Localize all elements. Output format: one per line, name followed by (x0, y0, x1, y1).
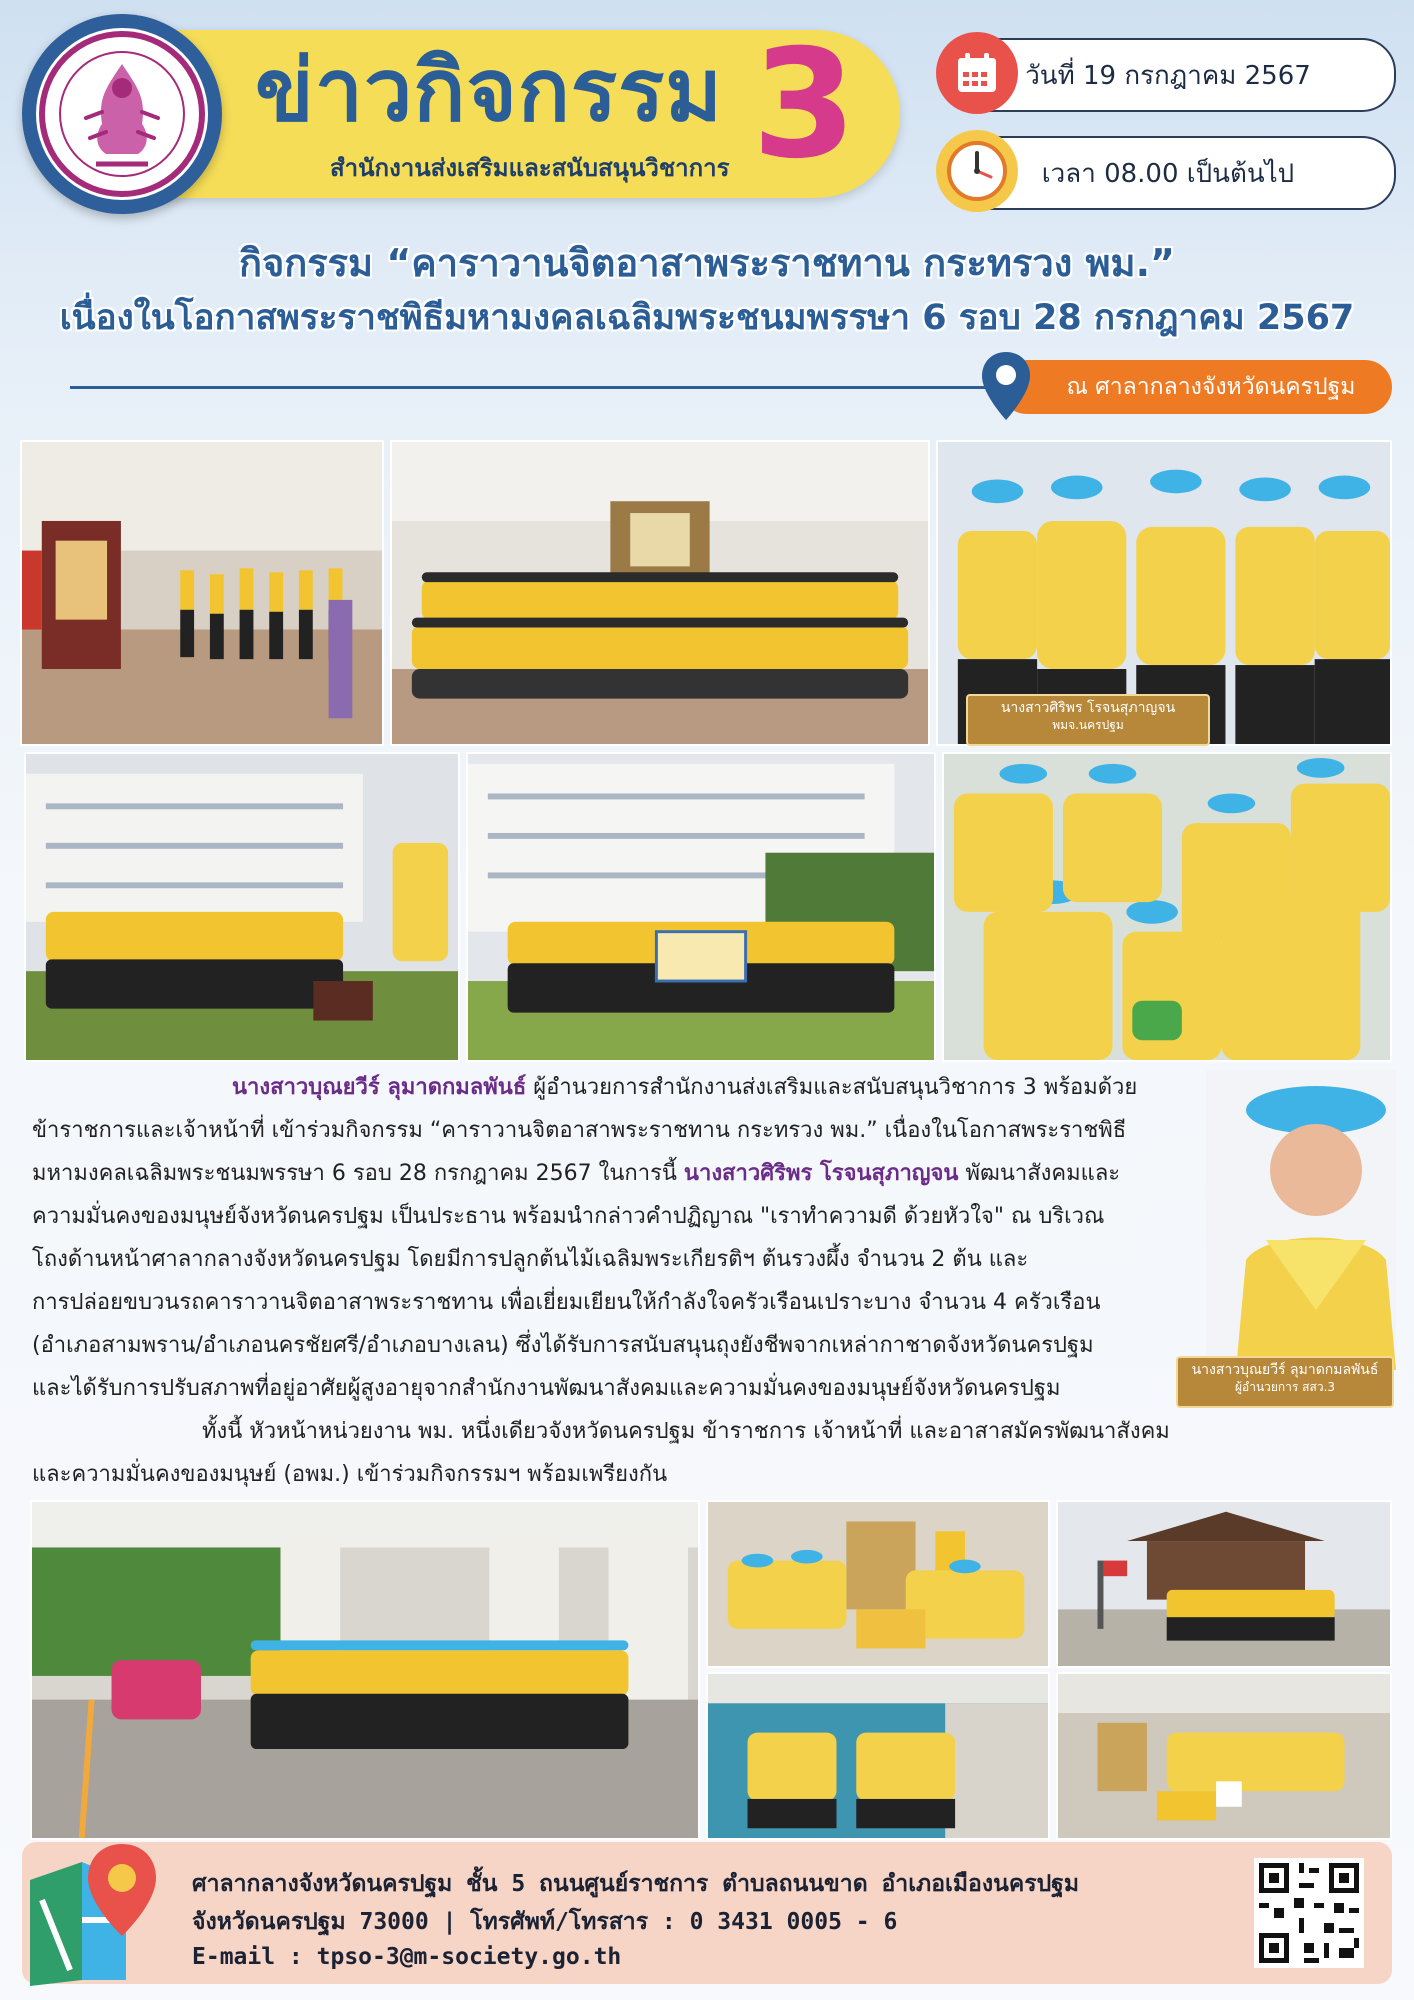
body-line-3-end: พัฒนาสังคมและ (958, 1161, 1121, 1186)
highlight-name-chair: นางสาวศิริพร โรจนสุภาญจน (683, 1161, 959, 1186)
caption-role: พมจ.นครปฐม (1052, 717, 1124, 732)
qr-code-icon[interactable] (1254, 1858, 1364, 1968)
footer-phone: จังหวัดนครปฐม 73000 | โทรศัพท์/โทรสาร : 0 3431 0005 - 6 (192, 1909, 898, 1935)
location-pill (1000, 360, 1392, 414)
photo-group-hall (390, 440, 930, 746)
headline-line-2: เนื่องในโอกาสพระราชพิธีมหามงคลเฉลิมพระชนมพรรษา 6 รอบ 28 กรกฎาคม 2567 (59, 298, 1355, 338)
divider-line (70, 386, 1010, 389)
portrait-caption-name: นางสาวบุณยวีร์ ลุมาดกมลพันธ์ (1191, 1362, 1379, 1378)
caption-tag-portrait (1176, 1356, 1394, 1408)
body-line-4: ความมั่นคงของมนุษย์จังหวัดนครปฐม เป็นประธาน พร้อมนำกล่าวคำปฏิญาณ "เราทำความดี ด้วยหัวใจ" ณ บริเวณ (32, 1204, 1105, 1229)
photo-watering-tree (942, 752, 1392, 1062)
body-line-2: ข้าราชการและเจ้าหน้าที่ เข้าร่วมกิจกรรม “คาราวานจิตอาสาพระราชทาน กระทรวง พม.” เนื่องในโอกาสพระราชพิธี (32, 1118, 1127, 1143)
photo-home-visit-2 (1056, 1500, 1392, 1668)
calendar-icon (936, 32, 1018, 114)
headline-line-1: กิจกรรม “คาราวานจิตอาสาพระราชทาน กระทรวง พม.” (238, 241, 1176, 285)
page-title: ข่าวกิจกรรม (255, 41, 723, 141)
photo-home-visit-1 (706, 1500, 1050, 1668)
map-pin-icon (22, 1840, 162, 1990)
caption-tag-director (966, 694, 1210, 746)
location-pin-icon (980, 350, 1032, 422)
footer-address: ศาลากลางจังหวัดนครปฐม ชั้น 5 ถนนศูนย์ราชการ ตำบลถนนขาด อำเภอเมืองนครปฐม (192, 1871, 1080, 1897)
emblem-icon (36, 28, 208, 200)
clock-icon (936, 130, 1018, 212)
footer-email[interactable]: E-mail : tpso-3@m-society.go.th (192, 1944, 622, 1970)
photo-caravan-launch (30, 1500, 700, 1840)
body-line-8: และได้รับการปรับสภาพที่อยู่อาศัยผู้สูงอายุจากสำนักงานพัฒนาสังคมและความมั่นคงของมนุษย์จังหวัดนครปฐม (32, 1376, 1061, 1401)
body-line-5: โถงด้านหน้าศาลากลางจังหวัดนครปฐม โดยมีการปลูกต้นไม้เฉลิมพระเกียรติฯ ต้นรวงผึ้ง จำนวน 2 ต้น และ (32, 1247, 1029, 1272)
portrait-caption-role: ผู้อำนวยการ สสว.3 (1234, 1379, 1336, 1394)
body-line-10: และความมั่นคงของมนุษย์ (อพม.) เข้าร่วมกิจกรรมฯ พร้อมเพรียงกัน (32, 1462, 668, 1487)
location-text: ณ ศาลากลางจังหวัดนครปฐม (1066, 374, 1356, 400)
photo-tree-planting-1 (24, 752, 460, 1062)
date-text: วันที่ 19 กรกฎาคม 2567 (1025, 60, 1311, 91)
photo-home-visit-4 (1056, 1672, 1392, 1840)
agency-logo (22, 14, 222, 214)
caption-name: นางสาวศิริพร โรจนสุภาญจน (1000, 700, 1176, 716)
body-line-6: การปล่อยขบวนรถคาราวานจิตอาสาพระราชทาน เพื่อเยี่ยมเยียนให้กำลังใจครัวเรือนเปราะบาง จำนวน 4 ครัวเรือน (32, 1290, 1101, 1315)
portrait-director (1206, 1070, 1396, 1370)
photo-home-visit-3 (706, 1672, 1050, 1840)
body-line-7: (อำเภอสามพราน/อำเภอนครชัยศรี/อำเภอบางเลน) ซึ่งได้รับการสนับสนุนถุงยังชีพจากเหล่ากาชาดจังหวัดนครปฐม (32, 1333, 1094, 1358)
body-line-9: ทั้งนี้ หัวหน้าหน่วยงาน พม. หนึ่งเดียวจังหวัดนครปฐม ข้าราชการ เจ้าหน้าที่ และอาสาสมัครพัฒนาสังคม (202, 1419, 1170, 1444)
article-body (32, 1066, 1252, 1496)
body-line-3: มหามงคลเฉลิมพระชนมพรรษา 6 รอบ 28 กรกฎาคม 2567 ในการนี้ (32, 1161, 684, 1186)
time-text: เวลา 08.00 เป็นต้นไป (1041, 158, 1295, 189)
photo-shrine-hall (20, 440, 384, 746)
highlight-name-director: นางสาวบุณยวีร์ ลุมาดกมลพันธ์ (232, 1075, 527, 1100)
office-number: 3 (752, 18, 857, 192)
photo-tree-planting-2 (466, 752, 936, 1062)
body-line-1: ผู้อำนวยการสำนักงานส่งเสริมและสนับสนุนวิชาการ 3 พร้อมด้วย (526, 1075, 1138, 1100)
office-subtitle: สำนักงานส่งเสริมและสนับสนุนวิชาการ (330, 154, 730, 182)
